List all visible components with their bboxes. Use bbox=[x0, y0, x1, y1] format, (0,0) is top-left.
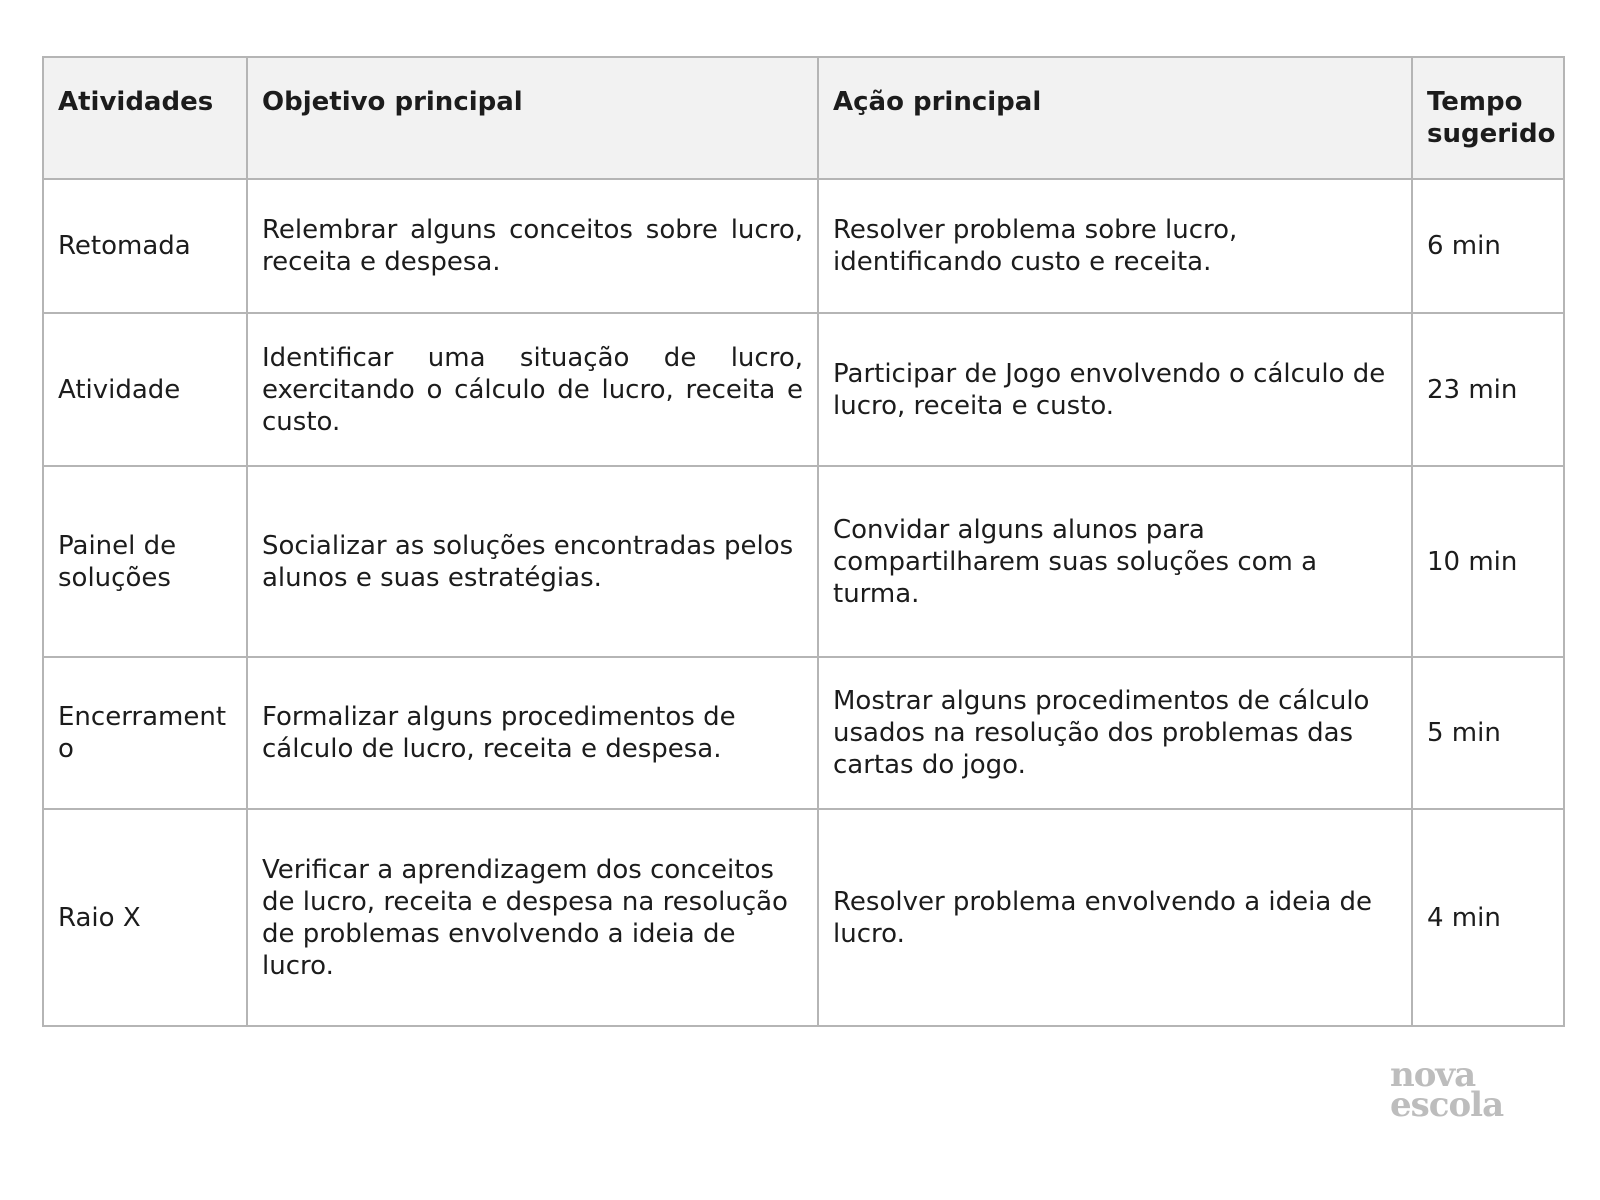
cell-tempo: 6 min bbox=[1412, 179, 1564, 313]
cell-objetivo: Verificar a aprendizagem dos conceitos de lucro, receita e despesa na resolução de problemas envolvendo a ideia de lucro. bbox=[247, 809, 818, 1026]
cell-objetivo: Socializar as soluções encontradas pelos alunos e suas estratégias. bbox=[247, 466, 818, 657]
cell-tempo: 23 min bbox=[1412, 313, 1564, 466]
cell-atividade: Atividade bbox=[43, 313, 247, 466]
cell-tempo: 5 min bbox=[1412, 657, 1564, 809]
header-acao-principal: Ação principal bbox=[818, 57, 1412, 179]
cell-acao: Mostrar alguns procedimentos de cálculo usados na resolução dos problemas das cartas do jogo. bbox=[818, 657, 1412, 809]
header-tempo-sugerido: Tempo sugerido bbox=[1412, 57, 1564, 179]
table-row bbox=[43, 313, 1564, 466]
table-row bbox=[43, 466, 1564, 657]
cell-objetivo: Identificar uma situação de lucro, exercitando o cálculo de lucro, receita e custo. bbox=[247, 313, 818, 466]
header-atividades: Atividades bbox=[43, 57, 247, 179]
cell-atividade: Retomada bbox=[43, 179, 247, 313]
header-objetivo-principal: Objetivo principal bbox=[247, 57, 818, 179]
cell-objetivo: Formalizar alguns procedimentos de cálculo de lucro, receita e despesa. bbox=[247, 657, 818, 809]
cell-acao: Resolver problema envolvendo a ideia de lucro. bbox=[818, 809, 1412, 1026]
cell-acao: Participar de Jogo envolvendo o cálculo de lucro, receita e custo. bbox=[818, 313, 1412, 466]
cell-atividade: Raio X bbox=[43, 809, 247, 1026]
logo-line-escola: escola bbox=[1390, 1085, 1504, 1125]
cell-atividade: Encerramento bbox=[43, 657, 247, 809]
cell-objetivo: Relembrar alguns conceitos sobre lucro, receita e despesa. bbox=[247, 179, 818, 313]
cell-tempo: 4 min bbox=[1412, 809, 1564, 1026]
table-header-row bbox=[43, 57, 1564, 179]
cell-atividade: Painel de soluções bbox=[43, 466, 247, 657]
logo-line-nova: nova bbox=[1390, 1055, 1476, 1095]
cell-acao: Convidar alguns alunos para compartilharem suas soluções com a turma. bbox=[818, 466, 1412, 657]
cell-tempo: 10 min bbox=[1412, 466, 1564, 657]
table-row bbox=[43, 179, 1564, 313]
table-row bbox=[43, 809, 1564, 1026]
nova-escola-logo bbox=[1390, 1055, 1530, 1125]
lesson-plan-table bbox=[42, 56, 1565, 1027]
table-row bbox=[43, 657, 1564, 809]
cell-acao: Resolver problema sobre lucro, identificando custo e receita. bbox=[818, 179, 1412, 313]
